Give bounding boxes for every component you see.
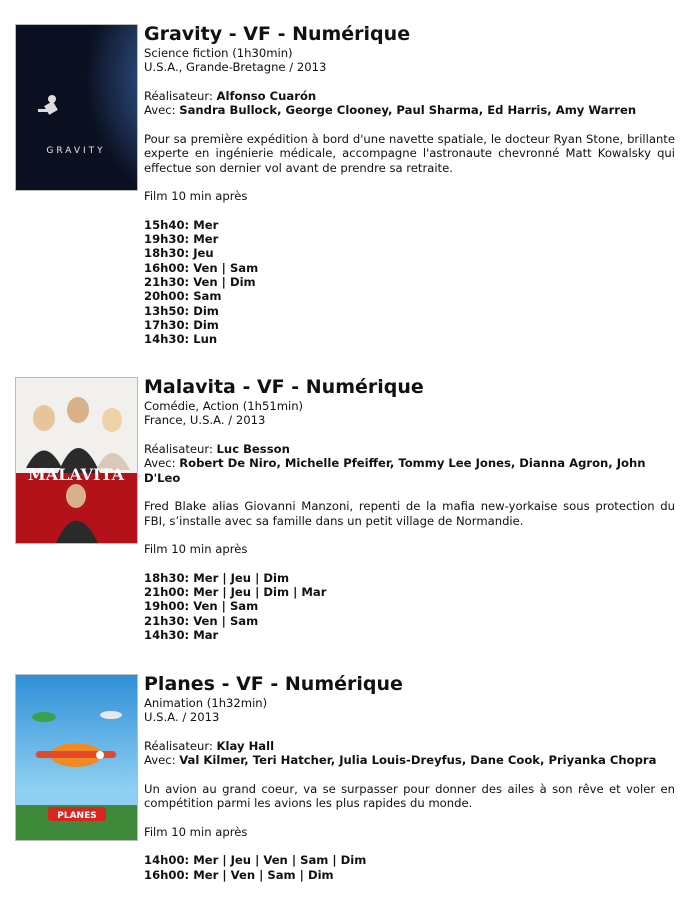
film-director [144, 739, 675, 753]
film-note: Film 10 min après [144, 542, 248, 557]
film-genre: Comédie, Action (1h51min) [144, 399, 304, 413]
poster-image [15, 377, 138, 544]
film-cast [144, 456, 675, 485]
film-info [144, 22, 675, 346]
showtime: 18h30: Jeu [144, 246, 214, 261]
showtime: 21h30: Ven | Dim [144, 275, 256, 289]
showtimes-list [144, 571, 675, 642]
showtime: 19h00: Ven | Sam [144, 599, 259, 614]
film-note: Film 10 min après [144, 189, 248, 204]
showtimes-list [144, 218, 675, 347]
poster-image [15, 674, 138, 841]
film-origin: France, U.S.A. / 2013 [144, 413, 266, 428]
film-director [144, 442, 675, 456]
showtime: 21h00: Mer | Jeu | Dim | Mar [144, 584, 327, 599]
showtime: 17h30: Dim [144, 317, 219, 332]
director-name: Luc Besson [216, 441, 290, 456]
film-info [144, 375, 675, 642]
showtime: 18h30: Mer | Jeu | Dim [144, 570, 290, 585]
showtime: 21h30: Ven | Sam [144, 613, 259, 628]
director-label: Réalisateur: [144, 88, 217, 103]
film-synopsis: Pour sa première expédition à bord d'une navette spatiale, le docteur Ryan Stone, brillante experte en ingénierie médicale, accompagne l'astronaute chevronné Matt Kowalsky qui effectue son dernier vol avant de prendre sa retraite. [144, 131, 675, 175]
film-origin: U.S.A. / 2013 [144, 710, 220, 725]
malavita-poster-art [16, 378, 137, 543]
film-origin: U.S.A., Grande-Bretagne / 2013 [144, 60, 327, 75]
poster-image [15, 24, 138, 191]
director-label: Réalisateur: [144, 738, 217, 753]
showtime: 15h40: Mer [144, 217, 219, 232]
showtime: 19h30: Mer [144, 232, 219, 247]
film-cast [144, 103, 675, 117]
film-synopsis: Fred Blake alias Giovanni Manzoni, repenti de la mafia new-yorkaise sous protection du FBI, s’installe avec sa famille dans un petit village de Normandie. [144, 499, 675, 528]
film-note: Film 10 min après [144, 824, 248, 839]
cast-names: Sandra Bullock, George Clooney, Paul Sharma, Ed Harris, Amy Warren [179, 103, 637, 118]
showtime: 14h30: Lun [144, 332, 218, 347]
film-synopsis: Un avion au grand coeur, va se surpasser pour donner des ailes à son rêve et voler en compétition parmi les avions les plus rapides du monde. [144, 781, 675, 811]
gravity-poster-art [16, 25, 137, 190]
showtime: 20h00: Sam [144, 289, 222, 304]
showtime: 14h00: Mer | Jeu | Ven | Sam | Dim [144, 853, 367, 868]
film-title[interactable]: Malavita - VF - Numérique [144, 376, 424, 398]
film-cast [144, 753, 675, 767]
director-name: Klay Hall [216, 738, 275, 753]
director-label: Réalisateur: [144, 441, 217, 456]
director-name: Alfonso Cuarón [216, 88, 317, 103]
cast-label: Avec: [144, 753, 180, 768]
film-info [144, 672, 675, 882]
planes-poster-art [16, 675, 137, 840]
poster-title: MALAVITA [28, 465, 124, 484]
showtime: 16h00: Mer | Ven | Sam | Dim [144, 867, 334, 882]
film-genre: Science fiction (1h30min) [144, 46, 293, 60]
film-title[interactable]: Gravity - VF - Numérique [144, 23, 411, 45]
showtimes-list [144, 853, 675, 882]
film-genre: Animation (1h32min) [144, 696, 268, 710]
poster-title: GRAVITY [46, 146, 106, 156]
showtime: 13h50: Dim [144, 303, 219, 318]
cast-names: Val Kilmer, Teri Hatcher, Julia Louis-Dreyfus, Dane Cook, Priyanka Chopra [179, 753, 657, 768]
showtime: 14h30: Mar [144, 627, 219, 642]
cast-names: Robert De Niro, Michelle Pfeiffer, Tommy Lee Jones, Dianna Agron, John D'Leo [144, 456, 646, 485]
cast-label: Avec: [144, 103, 180, 118]
film-title[interactable]: Planes - VF - Numérique [144, 673, 403, 695]
cast-label: Avec: [144, 456, 180, 471]
film-director [144, 89, 675, 103]
poster-title: PLANES [57, 811, 97, 821]
showtime: 16h00: Ven | Sam [144, 260, 259, 275]
